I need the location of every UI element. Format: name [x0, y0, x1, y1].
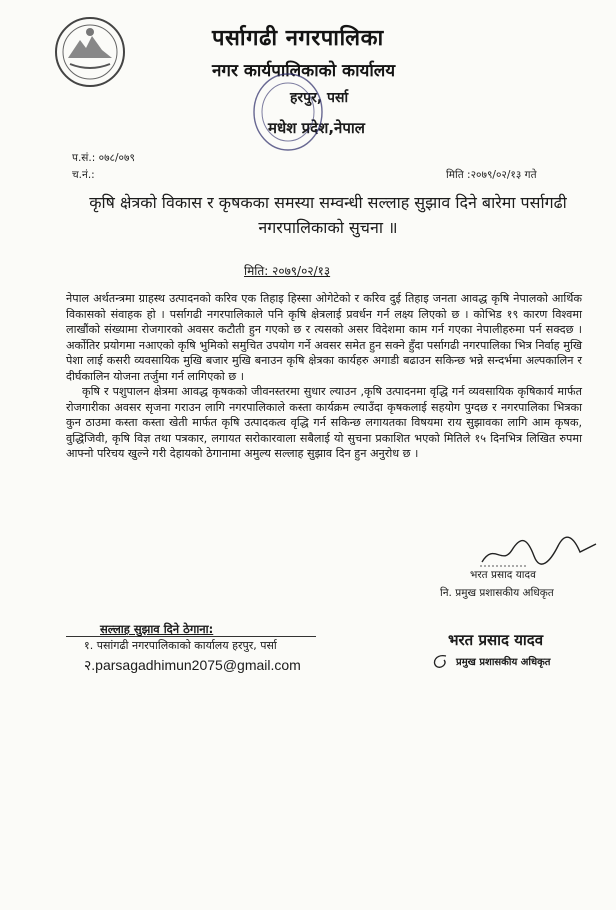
- municipality-logo: [52, 14, 128, 90]
- letterhead-title: पर्सागढी नगरपालिका: [212, 26, 384, 51]
- letterhead-province: मधेश प्रदेश,नेपाल: [268, 119, 365, 137]
- contact-address: १. पसांगढी नगरपालिकाको कार्यालय हरपुर, पर्सा: [84, 639, 277, 652]
- notice-body: [66, 291, 582, 462]
- contact-title: सल्लाह सुझाव दिने ठेगाना:: [100, 622, 214, 636]
- letterhead-office: नगर कार्यपालिकाको कार्यालय: [212, 61, 396, 81]
- notice-subject: कृषि क्षेत्रको विकास र कृषकका समस्या सम्वन्धी सल्लाह सुझाव दिने बारेमा पर्सागढी नगरपालिकाको सुचना ॥: [89, 193, 567, 237]
- notice-date: मिति: २०७९/०२/१३: [244, 264, 331, 278]
- signatory-designation: नि. प्रमुख प्रशासकीय अधिकृत: [440, 587, 554, 599]
- office-stamp: [248, 66, 358, 158]
- dispatch-number: च.नं.:: [72, 169, 95, 181]
- name-stamp: भरत प्रसाद यादव: [448, 631, 544, 649]
- letter-date: मिति :२०७९/०२/१३ गते: [446, 169, 537, 181]
- handwritten-signature: [476, 532, 602, 572]
- body-paragraph-1: नेपाल अर्थतन्त्रमा ग्राहस्थ उत्पादनको करिव एक तिहाइ हिस्सा ओगेटेको र करिव दुई तिहाइ जनता आवद्ध कृषि नेपालको आर्थिक विकासको संवाहक हो । पर्सागढी नगरपालिकाले पनि कृषि क्षेत्रलाई प्रवर्धन गर्न लक्ष्य लिएको छ । कोभिड १९ कारण विश्वमा लाखौंको संख्यामा रोजगारको अवसर कटौती हुन गएको छ र त्यसको असर विदेशमा काम गर्न गएका नेपालीहरुमा पर्न सक्दछ । अर्कोतिर प्रयोगमा नआएको कृषि भुमिको समुचित उपयोग गर्ने अवसर समेत हुन सक्ने हुँदा पर्सागढी नगरपालिका भित्र निर्वाह मुखि पेशा लाई कसरी व्यवसायिक मुखि बजार मुखि बनाउन कृषि क्षेत्रका कार्यहरु अगाडी बढाउन सकिन्छ भन्ने सन्दर्भमा अल्पकालिन र दीर्घकालिन योजना तर्जुमा गर्न लागिएको छ ।: [66, 292, 582, 383]
- divider-line: [66, 636, 316, 637]
- designation-stamp: प्रमुख प्रशासकीय अधिकृत: [456, 657, 551, 668]
- letterhead-location: हरपुर, पर्सा: [290, 90, 349, 106]
- body-paragraph-2: कृषि र पशुपालन क्षेत्रमा आवद्ध कृषकको जीवनस्तरमा सुधार ल्याउन ,कृषि उत्पादनमा वृद्धि गर्न व्यवसायिक कृषिकार्य मार्फत रोजगारीका अवसर सृजना गराउन लागि नगरपालिकाले कस्ता कार्यक्रम ल्याउँदा कृषकलाई सहयोग पुग्दछ र नगरपालिका भित्रका कुन ठाउमा कस्ता कस्ता खेती मार्फत कृषि उत्पादकत्व वृद्धि गर्न सकिन्छ लगायतका विषयमा राय सुझावका लागि आम कृषक, वुद्धिजिवी, कृषि विज्ञ तथा पत्रकार, लगायत सरोकारवाला सबैलाई यो सुचना प्रकाशित भएको मितिले १५ दिनभित्र लिखित रुपमा आफ्नो परिचय खुल्ने गरी देहायको ठेगानामा अमुल्य सल्लाह सुझाव दिन हुन अनुरोध छ ।: [66, 385, 582, 460]
- initial-mark-icon: [430, 652, 452, 670]
- reference-number: प.सं.: ०७८/०७९: [72, 152, 135, 164]
- contact-email: २.parsagadhimun2075@gmail.com: [84, 657, 301, 673]
- signatory-name: भरत प्रसाद यादव: [470, 569, 536, 581]
